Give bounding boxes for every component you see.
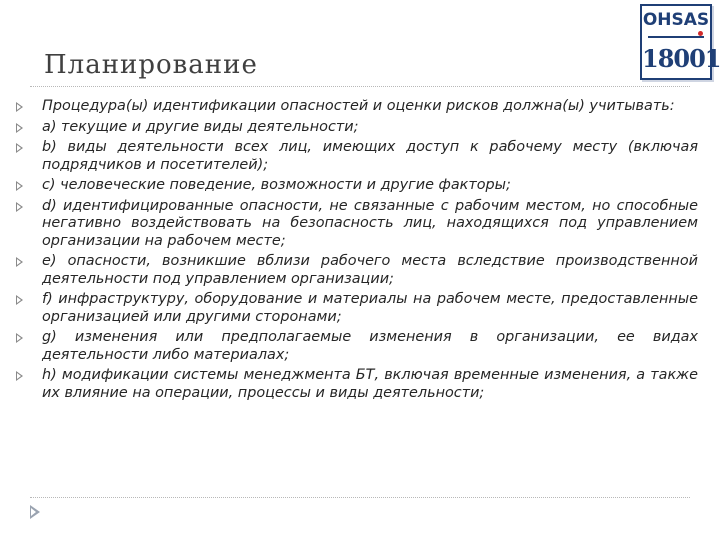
triangle-arrow-icon [16,143,23,153]
triangle-arrow-icon [16,202,23,212]
triangle-arrow-icon [16,295,23,305]
triangle-arrow-icon [16,371,23,381]
list-item [12,119,698,137]
triangle-arrow-icon [16,102,23,112]
bullet-list [12,98,698,405]
list-item-text: f) инфраструктуру, оборудование и материалы на рабочем месте, предоставленные организацией или другими сторонами; [42,291,698,325]
list-item [12,291,698,326]
list-item [12,253,698,288]
list-item-text: h) модификации системы менеджмента БТ, включая временные изменения, а также их влияние на операции, процессы и виды деятельности; [42,367,698,401]
logo-divider [648,36,704,38]
list-item-text: b) виды деятельности всех лиц, имеющих доступ к рабочему месту (включая подрядчиков и посетителей); [42,139,698,173]
list-item [12,329,698,364]
list-item-text: Процедура(ы) идентификации опасностей и оценки рисков должна(ы) учитывать: [42,98,675,114]
list-item-text: d) идентифицированные опасности, не связанные с рабочим местом, но способные негативно воздействовать на безопасность лиц, находящихся под управлением организации на рабочем месте; [42,197,698,249]
triangle-arrow-icon [16,123,23,133]
logo-bottom-text: 18001 [642,44,720,73]
next-arrow-icon[interactable] [30,505,40,519]
list-item [12,177,698,195]
triangle-arrow-icon [16,257,23,267]
list-item [12,139,698,174]
list-item-text: g) изменения или предполагаемые изменения в организации, ее видах деятельности либо материалах; [42,329,698,363]
triangle-arrow-icon [16,181,23,191]
title-divider [30,86,690,87]
list-item-text: c) человеческие поведение, возможности и другие факторы; [42,177,511,193]
list-item-text: a) текущие и другие виды деятельности; [42,118,359,135]
list-item [12,367,698,402]
triangle-arrow-icon [16,333,23,343]
ohsas-logo [640,4,720,80]
bottom-divider [30,497,690,498]
list-item-text: e) опасности, возникшие вблизи рабочего места вследствие производственной деятельности под управлением организации; [42,253,698,287]
list-item [12,98,698,116]
list-item [12,198,698,251]
logo-top-text: OHSAS [642,10,710,30]
slide-title: Планирование [44,50,258,80]
